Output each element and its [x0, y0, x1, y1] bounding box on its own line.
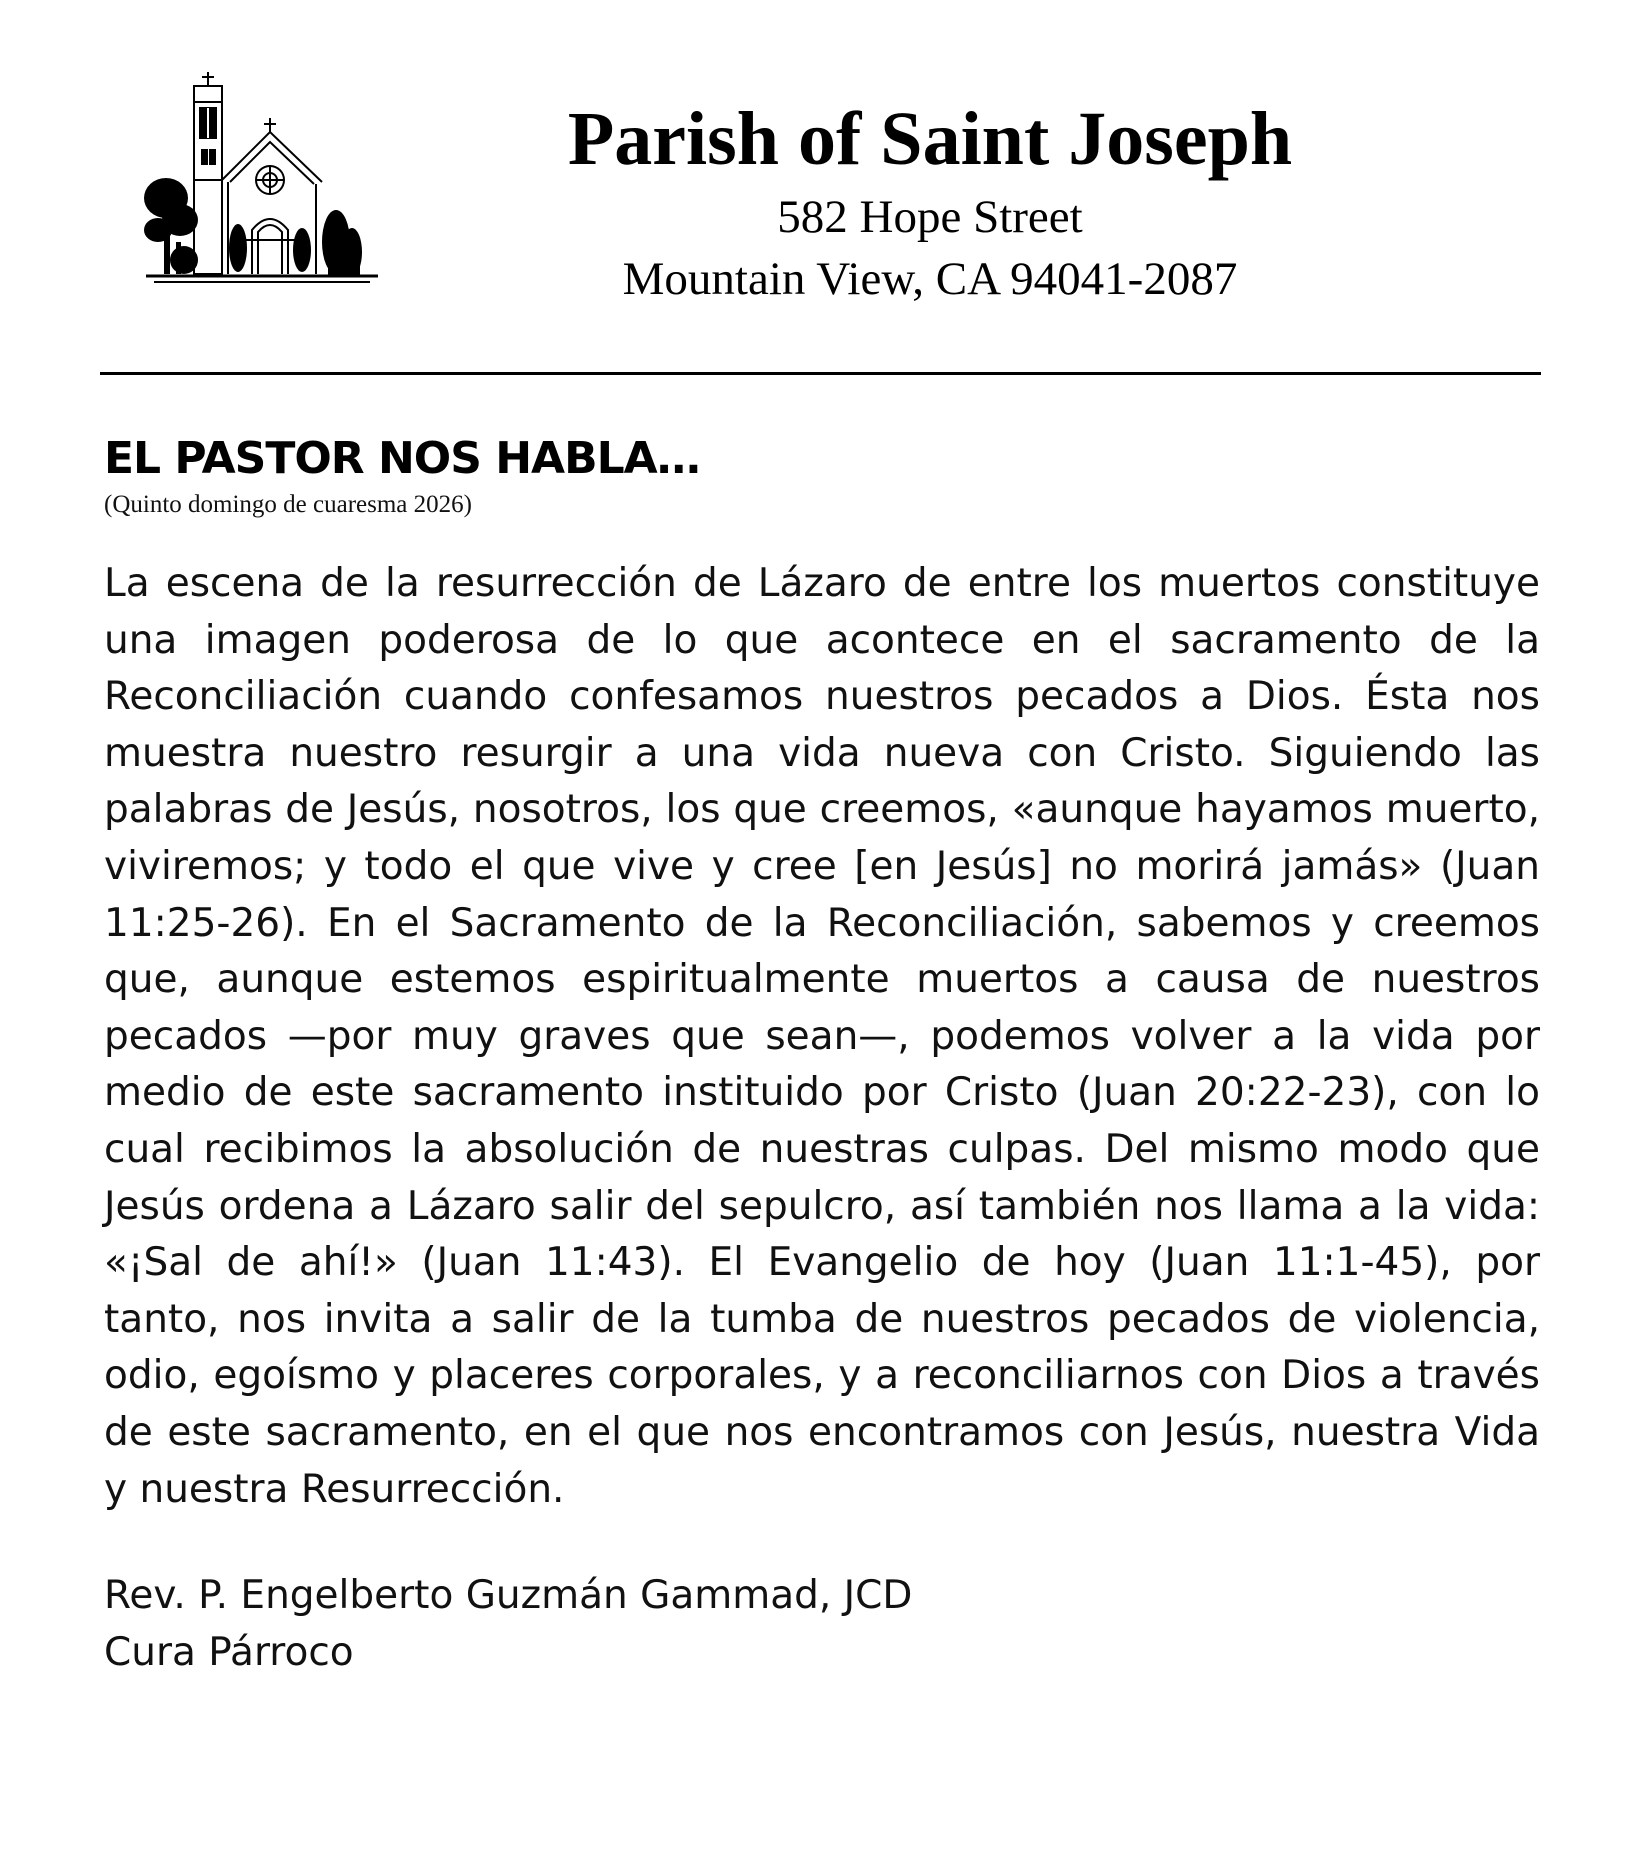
address-city: Mountain View, CA 94041-2087 — [622, 253, 1238, 305]
signature-role: Cura Párroco — [104, 1629, 354, 1675]
parish-name: Parish of Saint Joseph — [567, 97, 1293, 181]
article-body: La escena de la resurrección de Lázaro de entre los muertos constituye una imagen poderosa de lo que acontece en el sacramento de la Reconciliación cuando confesamos nuestros pecados a Dios. Ésta nos muestra nuestro resurgir a una vida nueva con Cristo. Siguiendo las palabras de Jesús, nosotros, los que creemos, «aunque hayamos muerto, viviremos; y todo el que vive y cree [en Jesús] no morirá jamás» (Juan 11:25-26). En el Sacramento de la Reconciliación, sabemos y creemos que, aunque estemos espiritualmente muertos a causa de nuestros pecados —por muy graves que sean—, podemos volver a la vida por medio de este sacramento instituido por Cristo (Juan 20:22-23), con lo cual recibimos la absolución de nuestras culpas. Del mismo modo que Jesús ordena a Lázaro salir del sepulcro, así también nos llama a la vida: «¡Sal de ahí!» (Juan 11:43). El Evangelio de hoy (Juan 11:1-45), por tanto, nos invita a salir de la tumba de nuestros pecados de violencia, odio, egoísmo y placeres corporales, y a reconciliarnos con Dios a través de este sacramento, en el que nos encontramos con Jesús, nuestra Vida y nuestra Resurrección. — [104, 561, 1540, 1512]
address-street: 582 Hope Street — [777, 191, 1083, 243]
church-icon — [140, 70, 385, 295]
letterhead — [0, 0, 1639, 380]
header-divider — [100, 372, 1541, 375]
article-subtitle: (Quinto domingo de cuaresma 2026) — [104, 491, 472, 518]
article-title: EL PASTOR NOS HABLA… — [104, 433, 700, 484]
signature-name: Rev. P. Engelberto Guzmán Gammad, JCD — [104, 1573, 913, 1618]
signature-block — [104, 1568, 912, 1681]
